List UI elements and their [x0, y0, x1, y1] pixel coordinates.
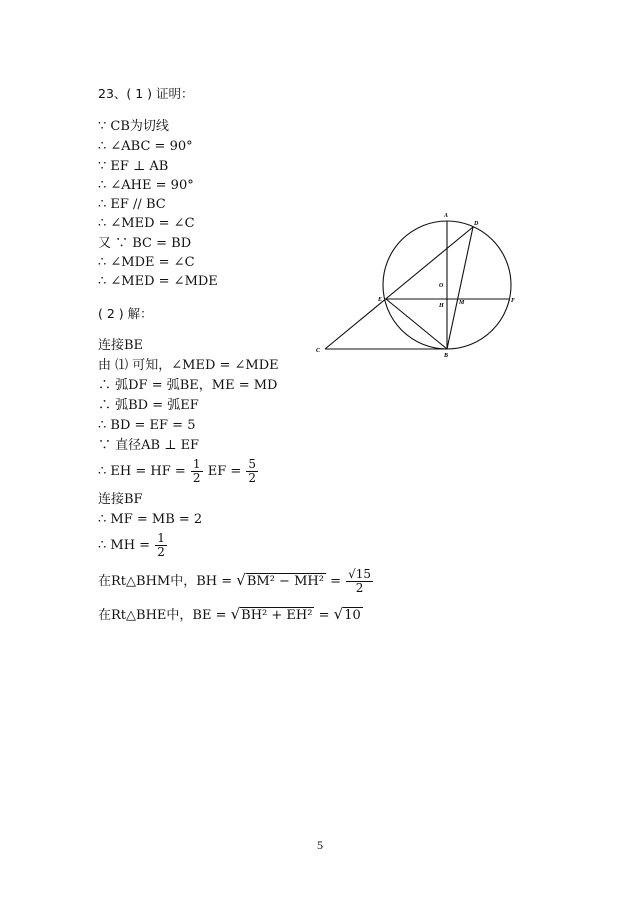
- proof2-line-1: 连接BE: [98, 338, 144, 353]
- radicand-bh-eh: BH² + EH²: [241, 608, 313, 623]
- radicand-bm-mh: BM² − MH²: [246, 574, 324, 589]
- page-number: 5: [317, 838, 323, 852]
- proof1-line-5: ∴ EF // BC: [98, 197, 166, 212]
- label-b: B: [444, 353, 449, 359]
- label-a: A: [444, 213, 449, 219]
- proof2-line-6: ∵ 直径AB ⊥ EF: [98, 438, 200, 453]
- proof1-line-9: ∴ ∠MED = ∠MDE: [98, 274, 218, 289]
- fraction-numerator: √15: [348, 567, 372, 581]
- proof1-line-6: ∴ ∠MED = ∠C: [98, 216, 195, 231]
- label-d: D: [474, 221, 479, 227]
- mh-prefix: ∴ MH =: [98, 538, 151, 553]
- fraction-denominator: 2: [157, 545, 165, 559]
- label-o: O: [439, 283, 444, 289]
- proof1-line-4: ∴ ∠AHE = 90°: [98, 178, 194, 193]
- ef-equals: EF =: [207, 464, 242, 479]
- label-c: C: [316, 348, 321, 354]
- fraction-denominator: 2: [192, 471, 201, 485]
- proof1-line-2: ∴ ∠ABC = 90°: [98, 139, 193, 154]
- heading-part-1: 23、( 1 ) 证明：: [98, 86, 194, 101]
- fraction-denominator: 2: [248, 471, 257, 485]
- eh-hf-prefix: ∴ EH = HF =: [98, 464, 186, 479]
- proof1-line-1: ∵ CB为切线: [98, 119, 169, 134]
- proof2-line-8: 连接BF: [98, 492, 143, 507]
- sqrt-sign: √: [236, 571, 246, 589]
- sqrt-sign: √: [333, 605, 344, 623]
- proof2-line-4: ∴ 弧BD = 弧EF: [98, 398, 199, 413]
- proof1-line-8: ∴ ∠MDE = ∠C: [98, 255, 195, 270]
- label-e: E: [378, 297, 383, 303]
- proof2-line-3: ∴ 弧DF = 弧BE，ME = MD: [98, 378, 278, 393]
- label-m: M: [459, 300, 465, 306]
- sqrt-sign: √: [230, 605, 241, 623]
- proof2-line-9: ∴ MF = MB = 2: [98, 512, 203, 527]
- proof1-line-7: 又 ∵ BC = BD: [98, 236, 192, 251]
- radicand-ten: 10: [344, 608, 361, 623]
- equals-sign: =: [318, 608, 330, 623]
- fraction-numerator: 1: [192, 457, 201, 471]
- heading-part-2: ( 2 ) 解：: [98, 306, 153, 321]
- fraction-numerator: 1: [157, 531, 165, 545]
- proof2-line-5: ∴ BD = EF = 5: [98, 418, 196, 433]
- fraction-denominator: 2: [355, 581, 364, 595]
- fraction-numerator: 5: [248, 457, 257, 471]
- equals-sign: =: [330, 574, 341, 589]
- label-h: H: [439, 303, 444, 309]
- proof2-line-2: 由 ⑴ 可知，∠MED = ∠MDE: [98, 358, 279, 373]
- be-prefix: 在Rt△BHE中，BE =: [98, 608, 227, 623]
- label-f: F: [511, 298, 516, 304]
- bh-prefix: 在Rt△BHM中，BH =: [98, 574, 233, 589]
- proof1-line-3: ∵ EF ⊥ AB: [98, 159, 169, 174]
